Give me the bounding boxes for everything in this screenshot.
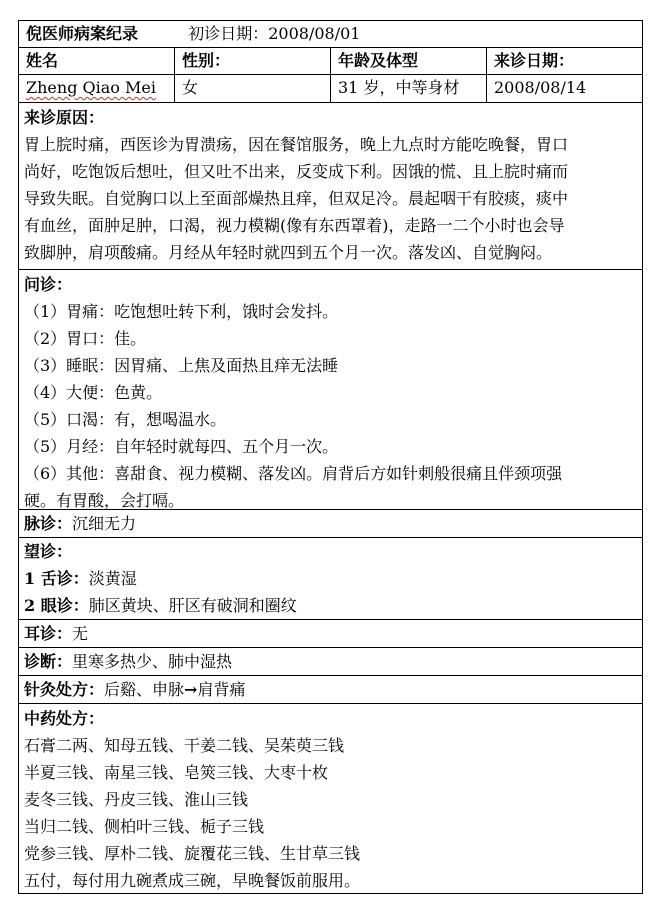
herbal-section xyxy=(19,704,642,893)
eye-label: 2 眼诊： xyxy=(24,596,89,615)
info-header-row xyxy=(19,48,642,75)
ear-section xyxy=(19,620,642,648)
acupuncture-section xyxy=(19,676,642,704)
medical-record-sheet xyxy=(18,20,643,894)
header-visit-date: 来诊日期： xyxy=(494,51,575,70)
inquiry-item: （5）口渴：有，想喝温水。 xyxy=(24,410,227,429)
patient-gender: 女 xyxy=(175,75,331,102)
header-gender: 性别： xyxy=(175,48,331,74)
reason-label: 来诊原因： xyxy=(24,108,105,127)
observation-section xyxy=(19,538,642,620)
herbal-line: 党参三钱、厚朴二钱、旋覆花三钱、生甘草三钱 xyxy=(24,844,361,863)
title-row xyxy=(19,21,642,48)
header-age-build: 年龄及体型 xyxy=(331,48,487,74)
eye-text: 肺区黄块、肝区有破洞和圈纹 xyxy=(88,596,297,615)
inquiry-label: 问诊： xyxy=(24,275,73,294)
diagnosis-section xyxy=(19,648,642,676)
herbal-line: 石膏二两、知母五钱、干姜二钱、吴茱萸三钱 xyxy=(24,736,345,755)
first-visit-date: 2008/08/01 xyxy=(268,24,361,43)
herbal-line: 麦冬三钱、丹皮三钱、淮山三钱 xyxy=(24,790,249,809)
pulse-section xyxy=(19,510,642,538)
herbal-line: 当归二钱、侧柏叶三钱、栀子三钱 xyxy=(24,817,265,836)
inquiry-item: （1）胃痛：吃饱想吐转下利，饿时会发抖。 xyxy=(24,302,339,321)
pulse-label: 脉诊： xyxy=(24,514,73,533)
patient-name: Zheng Qiao Mei xyxy=(26,78,156,97)
acupuncture-target: 肩背痛 xyxy=(197,680,246,699)
record-title: 倪医师病案纪录 xyxy=(26,24,139,43)
inquiry-item: （6）其他：喜甜食、视力模糊、落发凶。肩背后方如针刺般很痛且伴颈项强 xyxy=(24,464,563,483)
tongue-text: 淡黄湿 xyxy=(88,569,137,588)
herbal-line: 半夏三钱、南星三钱、皂筴三钱、大枣十枚 xyxy=(24,763,329,782)
patient-name-cell xyxy=(19,75,175,102)
inquiry-section xyxy=(19,270,642,510)
inquiry-item: （2）胃口：佳。 xyxy=(24,329,147,348)
reason-line: 胃上脘时痛，西医诊为胃溃疡，因在餐馆服务，晚上九点时方能吃晚餐，胃口 xyxy=(24,135,569,154)
info-values-row xyxy=(19,75,642,103)
inquiry-item: 硬。有胃酸，会打嗝。 xyxy=(24,491,185,510)
diagnosis-label: 诊断： xyxy=(24,652,73,671)
header-name: 姓名 xyxy=(19,48,175,74)
herbal-label: 中药处方： xyxy=(24,709,105,728)
patient-age-build: 31 岁，中等身材 xyxy=(331,75,487,102)
inquiry-item: （3）睡眠：因胃痛、上焦及面热且痒无法睡 xyxy=(24,356,339,375)
reason-line: 尚好，吃饱饭后想吐，但又吐不出来，反变成下利。因饿的慌、且上脘时痛而 xyxy=(24,162,569,181)
pulse-text: 沉细无力 xyxy=(72,514,137,533)
title-cell xyxy=(19,21,642,47)
ear-label: 耳诊： xyxy=(24,624,73,643)
reason-section xyxy=(19,103,642,270)
acupuncture-label: 针灸处方： xyxy=(24,680,105,699)
reason-line: 有血丝，面肿足肿，口渴，视力模糊(像有东西罩着)，走路一二个小时也会导 xyxy=(24,216,565,235)
reason-line: 导致失眠。自觉胸口以上至面部燥热且痒，但双足冷。晨起咽干有胶痰，痰中 xyxy=(24,189,569,208)
arrow-right-icon: → xyxy=(184,680,198,699)
inquiry-item: （4）大便：色黄。 xyxy=(24,383,163,402)
observation-label: 望诊： xyxy=(24,542,73,561)
first-visit-label: 初诊日期： xyxy=(188,24,269,43)
inquiry-item: （5）月经：自年轻时就每四、五个月一次。 xyxy=(24,437,339,456)
visit-date: 2008/08/14 xyxy=(494,78,587,97)
tongue-label: 1 舌诊： xyxy=(24,569,89,588)
diagnosis-text: 里寒多热少、肺中湿热 xyxy=(72,652,233,671)
reason-line: 致脚肿，肩项酸痛。月经从年轻时就四到五个月一次。落发凶、自觉胸闷。 xyxy=(24,243,553,262)
herbal-line: 五付，每付用九碗煮成三碗，早晚餐饭前服用。 xyxy=(24,871,361,890)
ear-text: 无 xyxy=(72,624,89,643)
acupuncture-points: 后谿、申脉 xyxy=(104,680,185,699)
